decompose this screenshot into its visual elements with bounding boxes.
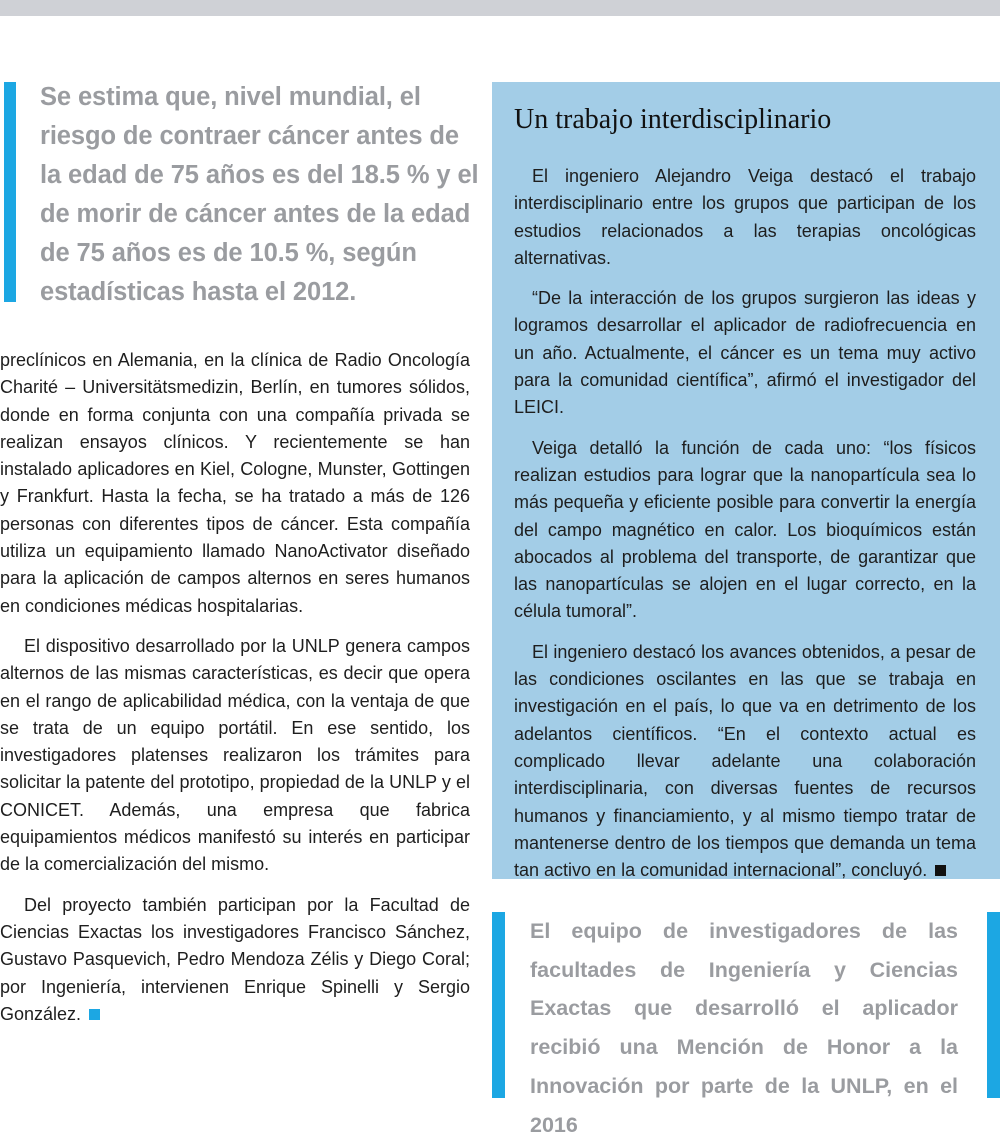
sidebar-paragraph-last xyxy=(514,639,976,885)
sidebar-paragraph: El ingeniero Alejandro Veiga destacó el trabajo interdisciplinario entre los grupos que participan de los estudios relacionados a las terapias oncológicas alternativas. xyxy=(514,166,976,268)
end-of-sidebar-square-icon xyxy=(935,865,946,876)
pull-quote-bottom xyxy=(492,912,1000,1137)
sidebar-paragraph-text: El ingeniero destacó los avances obtenidos, a pesar de las condiciones oscilantes en las que se trabaja en investigación en el país, lo que va en detrimento de los adelantos científicos. “En el contexto actual es complicado llevar adelante una colaboración interdisciplinaria, con diversas fuentes de recursos humanos y financiamiento, y al mismo tiempo tratar de mantenerse dentro de los tiempos que demanda un tema tan activo en la comunidad internacional”, concluyó. xyxy=(514,641,976,881)
article-paragraph-text: Del proyecto también participan por la Facultad de Ciencias Exactas los investigadores Francisco Sánchez, Gustavo Pasquevich, Pedro Mendoza Zélis y Diego Coral; por Ingeniería, intervienen Enrique Spinelli y Sergio González. xyxy=(0,894,470,1024)
quote-accent-bar-right xyxy=(987,912,1000,1098)
main-article-column xyxy=(0,347,470,1041)
page-header-bar xyxy=(0,0,1000,16)
sidebar-box xyxy=(492,82,1000,879)
quote-accent-bar-left xyxy=(492,912,505,1098)
article-paragraph: El dispositivo desarrollado por la UNLP genera campos alternos de las mismas características, es decir que opera en el rango de aplicabilidad médica, con la ventaja de que se trata de un equipo portátil. En ese sentido, los investigadores platenses realizaron los trámites para solicitar la patente del prototipo, propiedad de la UNLP y el CONICET. Además, una empresa que fabrica equipamientos médicos manifestó su interés en participar de la comercialización del mismo. xyxy=(0,635,470,875)
sidebar-body xyxy=(514,163,976,897)
pull-quote-text: El equipo de investigadores de las facultades de Ingeniería y Ciencias Exactas que desarrolló el aplicador recibió una Mención de Honor a la Innovación por parte de la UNLP, en el 2016 xyxy=(530,919,958,1137)
pull-quote-text: Se estima que, nivel mundial, el riesgo de contraer cáncer antes de la edad de 75 años es del 18.5 % y el de morir de cáncer antes de la edad de 75 años es de 10.5 %, según estadísticas hasta el 2012. xyxy=(40,83,479,306)
quote-accent-bar xyxy=(4,82,16,302)
article-paragraph-last xyxy=(0,892,470,1028)
sidebar-paragraph: “De la interacción de los grupos surgieron las ideas y logramos desarrollar el aplicador de radiofrecuencia en un año. Actualmente, el cáncer es un tema muy activo para la comunidad científica”, afirmó el investigador del LEICI. xyxy=(514,288,976,418)
sidebar-title: Un trabajo interdisciplinario xyxy=(514,104,832,135)
article-paragraph: preclínicos en Alemania, en la clínica de Radio Oncología Charité – Universitätsmedizin, Berlín, en tumores sólidos, donde en forma conjunta con una compañía privada se realizan ensayos clínicos. Y recientemente se han instalado aplicadores en Kiel, Cologne, Munster, Gottingen y Frankfurt. Hasta la fecha, se ha tratado a más de 126 personas con diferentes tipos de cáncer. Esta compañía utiliza un equipamiento llamado NanoActivator diseñado para la aplicación de campos alternos en seres humanos en condiciones médicas hospitalarias. xyxy=(0,350,470,616)
end-of-article-square-icon xyxy=(89,1009,100,1020)
sidebar-paragraph: Veiga detalló la función de cada uno: “los físicos realizan estudios para lograr que la nanopartícula sea lo más pequeña y eficiente posible para convertir la energía del campo magnético en calor. Los bioquímicos están abocados al problema del transporte, de garantizar que las nanopartículas se alojen en el lugar correcto, en la célula tumoral”. xyxy=(514,437,976,622)
